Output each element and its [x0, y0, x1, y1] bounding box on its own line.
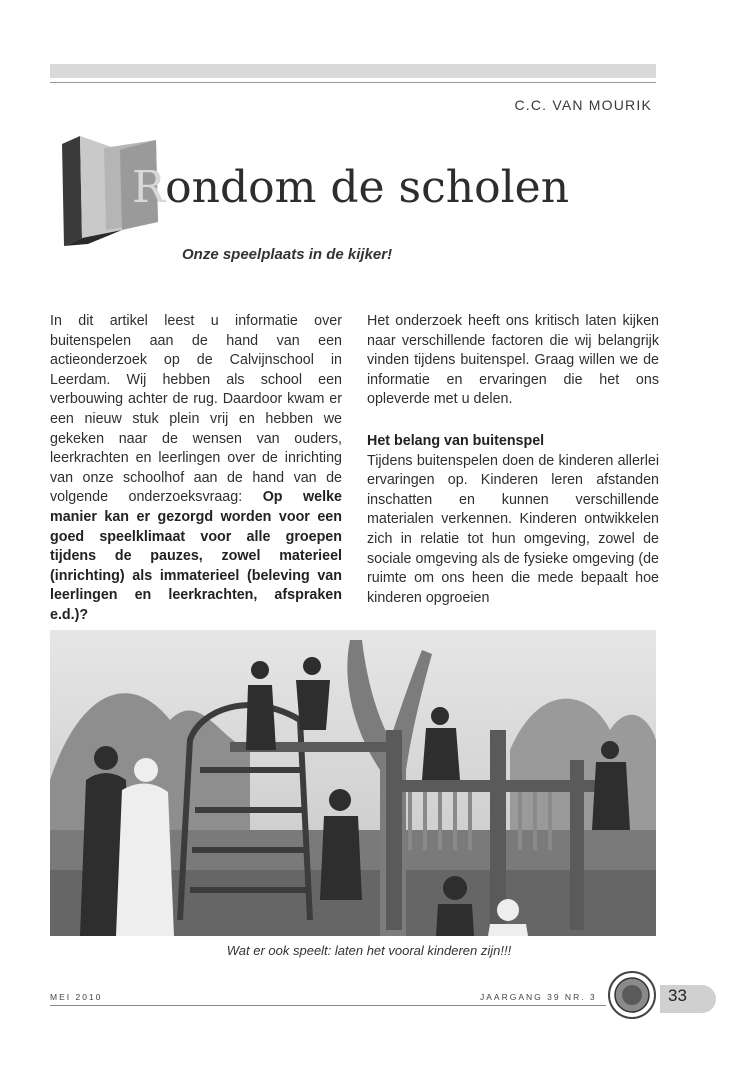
title-initial: R — [132, 162, 166, 213]
left-column — [50, 312, 342, 626]
footer-date: MEI 2010 — [50, 992, 103, 1002]
left-paragraph — [50, 312, 342, 626]
page-number: 33 — [668, 986, 687, 1005]
playground-photo — [50, 630, 656, 936]
right-intro: Het onderzoek heeft ons kritisch laten kijken naar verschillende factoren die wij belangrijk vinden tijdens buitenspel. Graag willen we de informatie en ervaringen die het ons opleverde met u delen. — [367, 313, 659, 408]
author-name: C.C. VAN MOURIK — [514, 97, 652, 113]
header-rule — [50, 82, 656, 83]
photo-caption: Wat er ook speelt: laten het vooral kinderen zijn!!! — [226, 943, 512, 958]
section-heading: Het belang van buitenspel — [367, 432, 545, 449]
header-bar — [50, 64, 656, 78]
right-text: Tijdens buitenspelen doen de kinderen allerlei ervaringen op. Kinderen leren afstanden inschatten en kunnen verschillende materialen verkennen. Kinderen ontwikkelen zich in relatie tot hun omgeving, zowel de sociale omgeving als de fysieke omgeving (de ruimte om ons heen die mede bepaalt hoe kinderen opgroeien — [367, 452, 659, 606]
seal-icon — [607, 970, 657, 1020]
intro-text: In dit artikel leest u informatie over buitenspelen aan de hand van een actieonderzoek op de Calvijnschool in Leerdam. Wij hebben als school een verbouwing achter de rug. Daardoor kwam er een nieuw stuk plein vrij en hebben we gekeken naar de wensen van ouders, leerkrachten en leerlingen over de inrichting van onze schoolhof aan de hand van de volgende onderzoeksvraag: — [50, 313, 342, 506]
footer-rule — [50, 1005, 606, 1006]
research-question: Op welke manier kan er gezorgd worden voor een goed speelklimaat voor alle groepen tijdens de pauzes, zowel materieel (inrichting) als immaterieel (beleving van leerlingen en leerkrachten, afspraken e.d.)? — [50, 489, 342, 623]
title-text: ondom de scholen — [165, 162, 570, 213]
right-column — [367, 312, 659, 608]
footer-issue: JAARGANG 39 NR. 3 — [480, 992, 597, 1002]
playground-illustration — [50, 630, 656, 936]
subtitle: Onze speelplaats in de kijker! — [182, 246, 393, 263]
page-title — [132, 162, 570, 213]
